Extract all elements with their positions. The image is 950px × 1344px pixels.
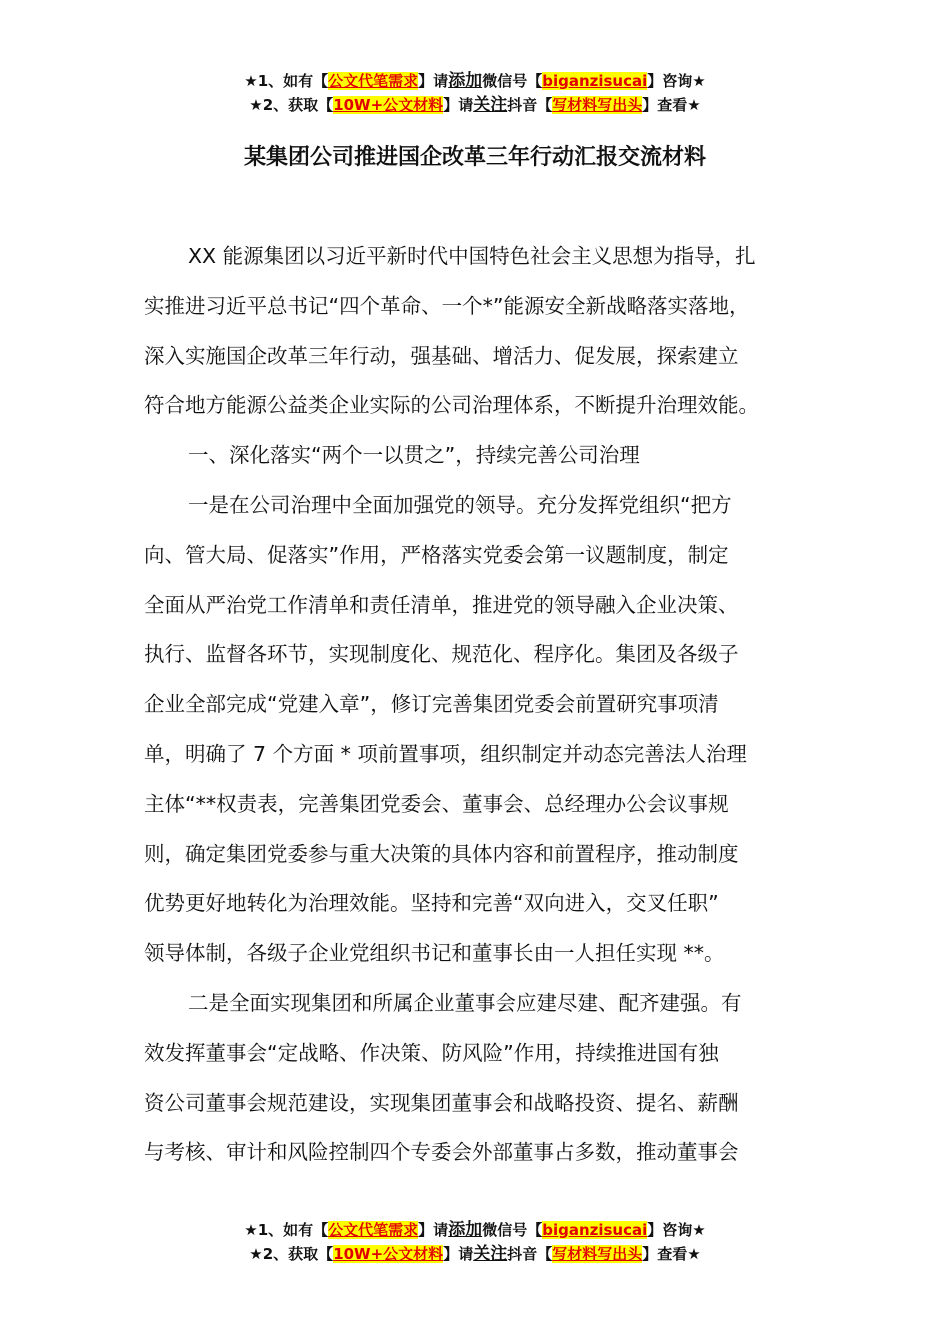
promo-text: ★2、获取【 [249, 96, 334, 114]
promo-text: 抖音【 [507, 96, 553, 114]
body-line: 全面从严治党工作清单和责任清单，推进党的领导融入企业决策、 [144, 592, 739, 617]
body-line: 企业全部完成“党建入章”，修订完善集团党委会前置研究事项清 [144, 692, 719, 717]
promo-text: 】咨询★ [647, 72, 706, 90]
promo-line-1 [0, 69, 950, 93]
promo-underline: 关注 [473, 95, 508, 115]
promo-highlight: 公文代笔需求 [328, 1221, 419, 1239]
promo-highlight: biganzisucai [542, 1221, 648, 1239]
body-line: 一、深化落实“两个一以贯之”，持续完善公司治理 [188, 443, 640, 468]
promo-text: 】请 [418, 1221, 449, 1239]
body-line: 效发挥董事会“定战略、作决策、防风险”作用，持续推进国有独 [144, 1040, 719, 1065]
body-line: 领导体制，各级子企业党组织书记和董事长由一人担任实现 **。 [144, 941, 725, 966]
promo-highlight: 写材料写出头 [552, 1245, 643, 1263]
body-line: 与考核、审计和风险控制四个专委会外部董事占多数，推动董事会 [144, 1140, 739, 1165]
body-line: 实推进习近平总书记“四个革命、一个*”能源安全新战略落实落地， [144, 293, 750, 318]
promo-text: ★2、获取【 [249, 1245, 334, 1263]
promo-text: 】请 [418, 72, 449, 90]
body-line: 单，明确了 7 个方面 * 项前置事项，组织制定并动态完善法人治理 [144, 742, 747, 766]
body-line: 资公司董事会规范建设，实现集团董事会和战略投资、提名、薪酬 [144, 1090, 739, 1115]
promo-text: 抖音【 [507, 1245, 553, 1263]
promo-text: ★1、如有【 [244, 1221, 329, 1239]
body-line: XX 能源集团以习近平新时代中国特色社会主义思想为指导，扎 [188, 244, 756, 268]
promo-text: 微信号【 [482, 1221, 543, 1239]
promo-highlight: 10W+公文材料 [333, 96, 444, 114]
promo-underline: 添加 [448, 71, 483, 91]
promo-text: 微信号【 [482, 72, 543, 90]
promo-highlight: 10W+公文材料 [333, 1245, 444, 1263]
promo-text: 】咨询★ [647, 1221, 706, 1239]
body-line: 二是全面实现集团和所属企业董事会应建尽建、配齐建强。有 [188, 991, 742, 1015]
body-line: 优势更好地转化为治理效能。坚持和完善“双向进入，交叉任职” [144, 891, 719, 916]
body-line: 执行、监督各环节，实现制度化、规范化、程序化。集团及各级子 [144, 642, 739, 667]
body-line: 则，确定集团党委参与重大决策的具体内容和前置程序，推动制度 [144, 841, 739, 866]
promo-highlight: biganzisucai [542, 72, 648, 90]
promo-highlight: 公文代笔需求 [328, 72, 419, 90]
promo-text: 】查看★ [642, 96, 701, 114]
promo-highlight: 写材料写出头 [552, 96, 643, 114]
promo-underline: 关注 [473, 1244, 508, 1264]
body-line: 深入实施国企改革三年行动，强基础、增活力、促发展，探索建立 [144, 343, 739, 368]
promo-text: 】请 [443, 1245, 474, 1263]
body-line: 符合地方能源公益类企业实际的公司治理体系，不断提升治理效能。 [144, 393, 759, 418]
promo-footer-2 [0, 1242, 950, 1266]
document-title: 某集团公司推进国企改革三年行动汇报交流材料 [243, 145, 706, 170]
body-line: 向、管大局、促落实”作用，严格落实党委会第一议题制度，制定 [144, 542, 729, 567]
promo-text: 】请 [443, 96, 474, 114]
promo-footer-1 [0, 1218, 950, 1242]
body-line: 一是在公司治理中全面加强党的领导。充分发挥党组织“把方 [188, 493, 732, 517]
promo-underline: 添加 [448, 1220, 483, 1240]
promo-text: ★1、如有【 [244, 72, 329, 90]
promo-line-2 [0, 93, 950, 117]
promo-text: 】查看★ [642, 1245, 701, 1263]
body-line: 主体“**权责表，完善集团党委会、董事会、总经理办公会议事规 [144, 791, 729, 816]
